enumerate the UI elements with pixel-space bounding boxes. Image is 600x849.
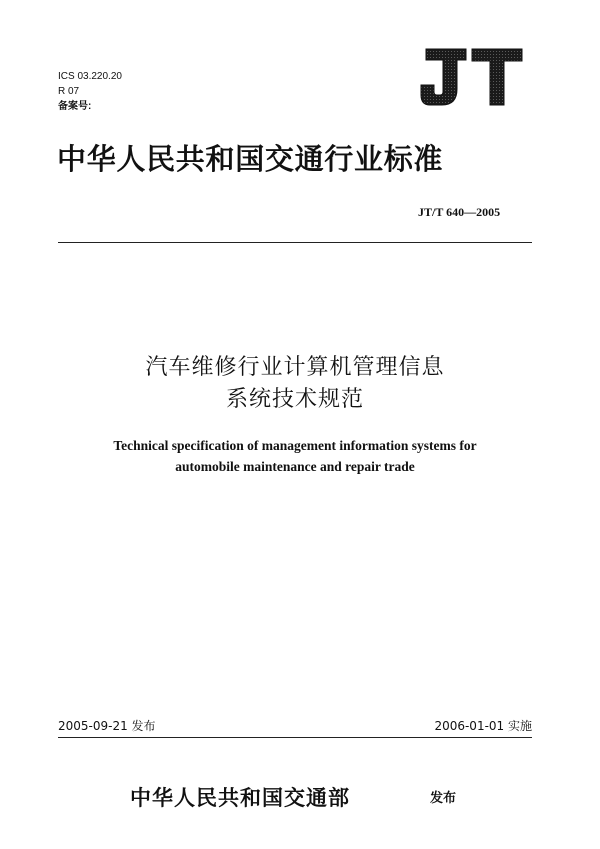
- jt-logo: [420, 47, 524, 107]
- ics-code: ICS 03.220.20: [58, 71, 122, 82]
- implementation-date: 2006-01-01 实施: [434, 719, 532, 733]
- publish-label: 发布: [430, 791, 457, 806]
- footer-divider: [58, 737, 532, 738]
- document-title-zh-line2: 系统技术规范: [225, 387, 364, 412]
- record-number-label: 备案号:: [58, 101, 92, 112]
- standard-number: JT/T 640—2005: [418, 205, 501, 219]
- issue-date: 2005-09-21 发布: [58, 719, 156, 733]
- header-divider: [58, 242, 532, 243]
- document-title-zh-line1: 汽车维修行业计算机管理信息: [145, 355, 445, 380]
- standard-title: 中华人民共和国交通行业标准: [57, 142, 444, 176]
- publisher-name: 中华人民共和国交通部: [130, 786, 350, 810]
- document-title-en-line2: automobile maintenance and repair trade: [175, 459, 415, 474]
- document-title-en-line1: Technical specification of management information systems for: [113, 438, 477, 453]
- ccs-code: R 07: [58, 86, 80, 97]
